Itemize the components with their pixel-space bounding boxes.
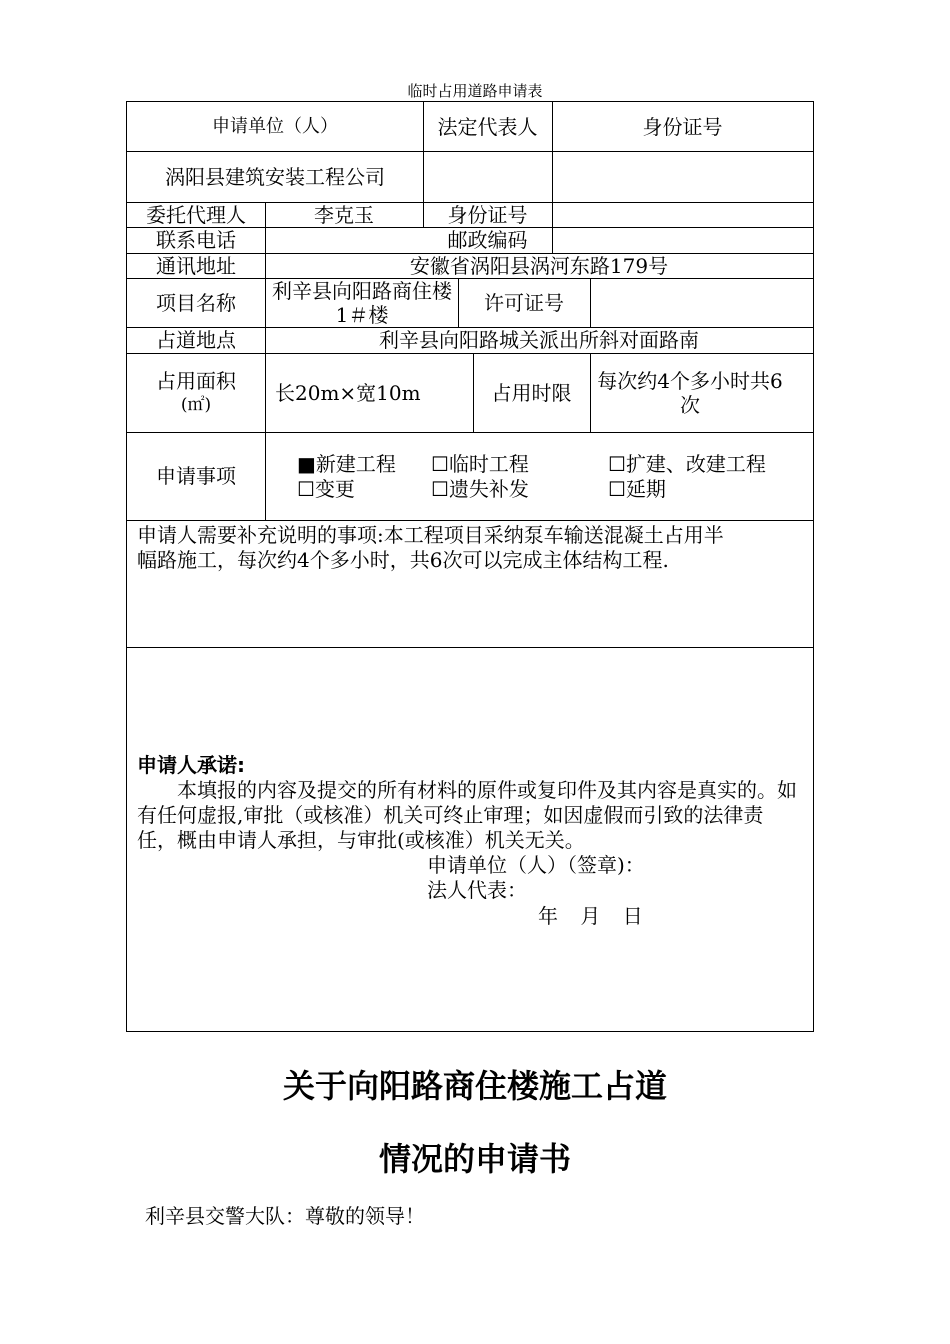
letter-salutation: 利辛县交警大队：尊敬的领导！ — [145, 1204, 425, 1228]
application-items-label: 申请事项 — [156, 464, 236, 488]
signature-date: 年 月 日 — [538, 904, 643, 928]
agent-label: 委托代理人 — [146, 202, 246, 227]
letter-title-line2: 情况的申请书 — [378, 1140, 571, 1178]
period-label: 占用时限 — [491, 380, 572, 405]
letter-title-line1: 关于向阳路商住楼施工占道 — [282, 1067, 667, 1105]
address-value: 安徽省涡阳县涡河东路179号 — [409, 253, 669, 278]
area-value: 长20m×宽10m — [275, 380, 421, 405]
area-label: 占用面积 — [156, 368, 236, 393]
checkbox-icon: ☐ — [297, 477, 315, 501]
application-form-table — [126, 101, 814, 1032]
checkbox-icon: ☐ — [608, 477, 626, 501]
permit-number-label: 许可证号 — [484, 290, 564, 315]
checkbox-icon: ☐ — [608, 452, 626, 476]
address-label: 通讯地址 — [156, 253, 236, 278]
application-items-options — [265, 432, 813, 520]
applicant-promise: 申请人承诺: 本填报的内容及提交的所有材料的原件或复印件及其内容是真实的。如 有任何虚报,审批（或核准）机关可终止审理；如因虚假而引致的法律责 任，概由申请人承担，与审批(或核准）机关无关。 — [137, 753, 809, 853]
area-label-cell — [127, 353, 265, 432]
legal-rep-header: 法定代表人 — [437, 114, 538, 139]
supplement-note: 申请人需要补充说明的事项:本工程项目采纳泵车输送混凝土占用半 幅路施工，每次约4个多小时，共6次可以完成主体结构工程. — [137, 523, 724, 572]
location-label: 占道地点 — [156, 328, 236, 352]
signature-unit: 申请单位（人）（签章)： — [427, 853, 645, 877]
option-extension[interactable]: ☐延期 — [608, 477, 666, 501]
location-value: 利辛县向阳路城关派出所斜对面路南 — [379, 328, 699, 352]
agent-id-label: 身份证号 — [447, 202, 528, 227]
period-value: 每次约4个多小时共6次 — [597, 368, 783, 417]
area-unit: (㎡) — [180, 394, 212, 415]
option-lost-reissue[interactable]: ☐遗失补发 — [431, 477, 529, 501]
option-expansion-renovation[interactable]: ☐扩建、改建工程 — [608, 452, 766, 476]
form-caption: 临时占用道路申请表 — [407, 82, 543, 100]
applicant-header: 申请单位（人） — [212, 115, 338, 137]
promise-heading: 申请人承诺: — [137, 753, 245, 777]
signature-legal-rep: 法人代表： — [427, 878, 527, 902]
option-change[interactable]: ☐变更 — [297, 477, 355, 501]
checkbox-icon: ☐ — [431, 452, 449, 476]
checkbox-icon: ☐ — [431, 477, 449, 501]
id-number-header: 身份证号 — [642, 114, 723, 139]
phone-label: 联系电话 — [156, 228, 236, 252]
option-new-construction[interactable]: ■新建工程 — [297, 452, 396, 476]
project-name-label: 项目名称 — [156, 290, 236, 315]
agent-value: 李克玉 — [314, 202, 374, 227]
applicant-value: 涡阳县建筑安装工程公司 — [165, 164, 385, 189]
option-temporary-construction[interactable]: ☐临时工程 — [431, 452, 529, 476]
checked-box-icon: ■ — [297, 452, 316, 476]
postal-code-label: 邮政编码 — [447, 228, 528, 252]
project-name-value: 利辛县向阳路商住楼1＃楼 — [272, 278, 452, 327]
